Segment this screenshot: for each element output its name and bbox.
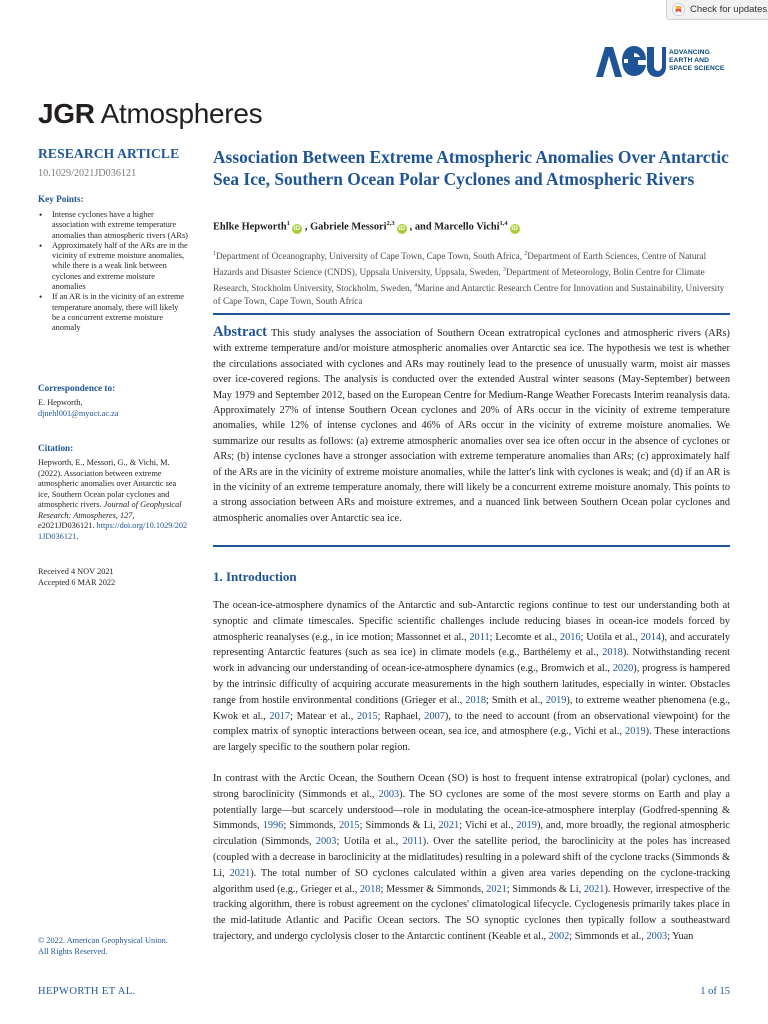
reference-link[interactable]: 2003 (646, 930, 668, 942)
correspondence-block (38, 398, 118, 419)
check-for-updates-label: Check for updates (690, 4, 768, 15)
citation-block (38, 458, 188, 542)
body-paragraph-1 (213, 598, 730, 756)
reference-link[interactable]: 2003 (315, 836, 337, 848)
affiliation: Marine and Antarctic Research Centre for Innovation and Sustainability, University of Cape Town, Cape Town, South Africa (213, 282, 725, 307)
affiliation-mark: 1 (213, 251, 216, 257)
body-text: The ocean-ice-atmosphere dynamics of the Antarctic and sub-Antarctic regions continue to test our understanding both at synoptic and climate timescales. Specific scientific challenges include reducing biases in ocean-ice models forced by atmospheric reanalyses (e.g., in ice motion; Massonnet et al., (213, 600, 730, 643)
reference-link[interactable]: 1996 (262, 820, 284, 832)
reference-link[interactable]: 2021 (229, 867, 251, 879)
abstract-text: This study analyses the association of Southern Ocean extratropical cyclones and atmospheric rivers (ARs) with extreme temperature and/or moisture atmospheric anomalies over Antarctic sea ice. The hypothesis we test is whether the circulations associated with cyclones and ARs may routinely lead to the presence of unusually warm, moist air masses over ice-covered regions. The analysis is conducted over the extended Austral winter seasons (May-September) between May 1979 and September 2012, based on the European Centre for Medium-Range Weather Forecasts Interim reanalysis data. Approximately 27% of intense Southern Ocean cyclones and 20% of ARs occur in the vicinity of extreme temperature anomalies, while 12% of intense cyclones and 46% of ARs occur in the vicinity of extreme moisture anomalies. We summarize our results as follows: (a) extreme atmospheric anomalies over sea ice often occur in the absence of cyclones or ARs; (b) intense cyclones have a stronger association with extreme temperature anomalies than ARs; (c) approximately half of the ARs are in the vicinity of extreme moisture anomalies, while the latter's link with cyclones is weak; and (d) if an AR is in the vicinity of an extreme temperature anomaly, there will likely be a concurrent extreme moisture anomaly. This points to a strong association between ARs and moisture extremes, and a nuanced link between Southern Ocean polar cyclones and atmospheric anomalies over Antarctic sea ice. (213, 328, 730, 524)
abstract-heading: Abstract (213, 324, 267, 340)
reference-link[interactable]: 2015 (357, 710, 378, 722)
received-date: Received 4 NOV 2021 (38, 567, 114, 576)
journal-name (38, 98, 262, 130)
reference-link[interactable]: 2018 (465, 694, 486, 706)
author-separator: , (304, 221, 311, 233)
author-name: Ehlke Hepworth (213, 221, 287, 233)
body-text: ). Over the satellite period, the baroclinicity at the poles has increased (coupled with a decrease in baroclinicity at the midlatitudes) resulting in a poleward shift of the cyclone tracks (Simmonds & Li, (213, 836, 730, 879)
check-for-updates-button[interactable] (666, 0, 768, 20)
affiliation-mark: 2 (524, 251, 528, 257)
author-name: Marcello Vichi (434, 221, 500, 233)
reference-link[interactable]: 2021 (583, 883, 605, 895)
correspondence-email-link[interactable]: djnehl001@myuct.ac.za (38, 408, 119, 418)
correspondence-name: E. Hepworth, (38, 398, 83, 407)
reference-link[interactable]: 2002 (548, 930, 570, 942)
body-text: ; Matear et al., (290, 710, 358, 722)
body-text: ). However, irrespective of the tracking algorithm, there is robust agreement on the cyclones' climatological lifecycle. Cyclogenesis primarily takes place in the mid-latitude Atlantic and Pacific Ocean sectors. The SO synoptic cyclones then typically follow a southeastward trajectory, and undergo cyclolysis closer to the Antarctic continent (Keable et al., (213, 883, 730, 942)
affiliation: Department of Meteorology, Bolin Centre for Climate Research, Stockholm University, Stockholm, Sweden, (213, 266, 705, 293)
body-text: ). The SO cyclones are some of the most severe storms on Earth and play a potentially large—but scarcely understood—role in modulating the ocean-ice-atmosphere interplay (Godfred-spenning & Simmonds, (213, 788, 730, 832)
author-name: Gabriele Messori (310, 221, 387, 233)
citation-rest: , e2021JD036121. (38, 510, 135, 530)
affiliation: Department of Earth Sciences, Centre of Natural Hazards and Disaster Science (CNDS), Uppsala University, Uppsala, Sweden, (213, 251, 707, 277)
reference-link[interactable]: 2018 (602, 647, 623, 659)
author-affiliation-mark: 2,3 (386, 220, 395, 227)
key-point: • Approximately half of the ARs are in the vicinity of extreme moisture anomalies, while there is a weak link between cyclones and extreme moisture anomalies (38, 241, 188, 292)
journal-name-bold: JGR (38, 98, 95, 129)
reference-link[interactable]: 2015 (338, 820, 360, 832)
affiliation-mark: 3 (503, 266, 507, 273)
running-footer-authors: HEPWORTH ET AL. (38, 986, 136, 997)
body-text: ; Simmonds & Li, (506, 883, 584, 895)
citation-text: Hepworth, E., Messori, G., & Vichi, M. (2022). Association between extreme atmospheric anomalies over Antarctic sea ice, Southern Ocean polar cyclones and atmospheric rivers. (38, 458, 177, 509)
author-list (213, 220, 523, 234)
body-text: ). The total number of SO cyclones calculated within a given area varies depending on the cyclone-tracking algorithm used (e.g., Grieger et al., (213, 867, 730, 895)
orcid-icon[interactable]: iD (398, 225, 405, 233)
key-points-list (38, 210, 188, 334)
reference-link[interactable]: 2011 (402, 836, 423, 848)
body-text: ). These interactions are largely specific to the southern polar region. (213, 726, 730, 754)
body-text: ), and, more broadly, the regional atmospheric circulation (Simmonds, (213, 820, 730, 848)
affiliation-mark: 4 (414, 282, 418, 289)
article-type: RESEARCH ARTICLE (38, 146, 180, 161)
reference-link[interactable]: 2003 (378, 788, 400, 800)
page-number: 1 of 15 (700, 986, 730, 997)
author-affiliation-mark: 1 (286, 220, 290, 227)
body-text: ; Raphael, (377, 710, 425, 722)
reference-link[interactable]: 2019 (625, 726, 646, 738)
orcid-icon[interactable]: iD (511, 225, 518, 233)
reference-link[interactable]: 2019 (516, 820, 537, 832)
copyright-notice (38, 936, 168, 957)
body-text: ; Uotila et al., (336, 836, 403, 848)
sidebar-header (38, 146, 194, 179)
affiliation: Department of Oceanography, University of Cape Town, Cape Town, South Africa, (216, 251, 525, 262)
reference-link[interactable]: 2016 (559, 631, 581, 643)
key-point: • If an AR is in the vicinity of an extreme temperature anomaly, there will likely be a concurrent extreme moisture anomaly (38, 292, 188, 333)
key-point: • Intense cyclones have a higher association with extreme temperature anomalies than atmospheric rivers (ARs) (38, 210, 188, 241)
affiliations (213, 248, 733, 309)
body-text: ; Simmonds & Li, (359, 820, 439, 832)
agu-tagline-line-3: SPACE SCIENCE (669, 65, 725, 72)
correspondence-heading: Correspondence to: (38, 383, 116, 393)
agu-logo[interactable] (594, 44, 724, 78)
body-text: ; Smith et al., (485, 694, 546, 706)
accepted-date: Accepted 6 MAR 2022 (38, 577, 116, 587)
orcid-icon[interactable]: iD (293, 225, 301, 233)
body-text: ; Simmonds et al., (569, 930, 647, 942)
journal-name-rest: Atmospheres (94, 98, 263, 129)
author-affiliation-mark: 1,4 (499, 220, 508, 227)
citation-doi-link[interactable]: https://doi.org/10.1029/2021JD036121 (38, 521, 188, 541)
reference-link[interactable]: 2007 (424, 710, 445, 722)
article-title: Association Between Extreme Atmospheric Anomalies Over Antarctic Sea Ice, Southern Ocean Polar Cyclones and Atmospheric Rivers (213, 147, 729, 189)
author-separator: , and (409, 221, 435, 233)
agu-tagline-line-1: ADVANCING (669, 49, 710, 56)
abstract-paragraph (213, 325, 730, 526)
body-text: ; Yuan (667, 930, 694, 942)
body-text: ; Simmonds, (283, 820, 339, 832)
article-doi: 10.1029/2021JD036121 (38, 168, 137, 179)
copyright-line-2: All Rights Reserved. (38, 946, 108, 956)
reference-link[interactable]: 2019 (545, 694, 567, 706)
reference-link[interactable]: 2014 (640, 631, 662, 643)
body-text: ; Messmer & Simmonds, (380, 883, 487, 895)
agu-tagline-line-2: EARTH AND (669, 57, 710, 64)
body-text: In contrast with the Arctic Ocean, the Southern Ocean (SO) is host to frequent intense extratropical (polar) cyclones, and strong baroclinicity (Simmonds et al., (213, 773, 730, 800)
reference-link[interactable]: 2011 (469, 631, 490, 643)
agu-tagline (669, 49, 724, 73)
body-text: ; Vichi et al., (459, 820, 517, 832)
body-paragraph-2 (213, 771, 730, 945)
body-text: ; Uotila et al., (580, 631, 641, 643)
key-points-heading: Key Points: (38, 194, 84, 204)
section-heading-introduction: 1. Introduction (213, 569, 297, 584)
body-text: ; Lecomte et al., (489, 631, 560, 643)
citation-end: . (76, 531, 79, 541)
reference-link[interactable]: 2020 (612, 663, 634, 675)
article-dates (38, 567, 115, 588)
agu-logo-mark (594, 44, 666, 78)
body-text: ), to the need to account (from an observational viewpoint) for the complex matrix of synoptic interactions between ocean, sea ice, and atmosphere (e.g., Vichi et al., (213, 710, 730, 738)
crossmark-icon (672, 3, 685, 16)
copyright-line-1: © 2022. American Geophysical Union. (38, 936, 168, 945)
body-text: ), and accurately representing Antarctic features (such as sea ice) in climate models (e.g., Barthélemy et al., (213, 631, 730, 659)
abstract-section (213, 313, 730, 547)
reference-link[interactable]: 2018 (359, 883, 381, 895)
body-text: ), to extreme weather phenomena (e.g., Kwok et al., (213, 694, 730, 722)
body-text: ), progress is hampered by the intrinsic difficulty of acquiring accurate measurements in the high southern latitudes, especially in winter. Obstacles range from hostile environmental conditions (Grieger et al., (213, 663, 730, 706)
citation-journal: Journal of Geophysical Research: Atmospheres, 127 (38, 500, 182, 520)
body-text: ). Notwithstanding recent work in advancing our understanding of ocean-ice-atmosphere dynamics (e.g., Bromwich et al., (213, 647, 730, 675)
reference-link[interactable]: 2017 (269, 710, 291, 722)
citation-heading: Citation: (38, 443, 74, 453)
reference-link[interactable]: 2021 (486, 883, 507, 895)
reference-link[interactable]: 2021 (438, 820, 460, 832)
